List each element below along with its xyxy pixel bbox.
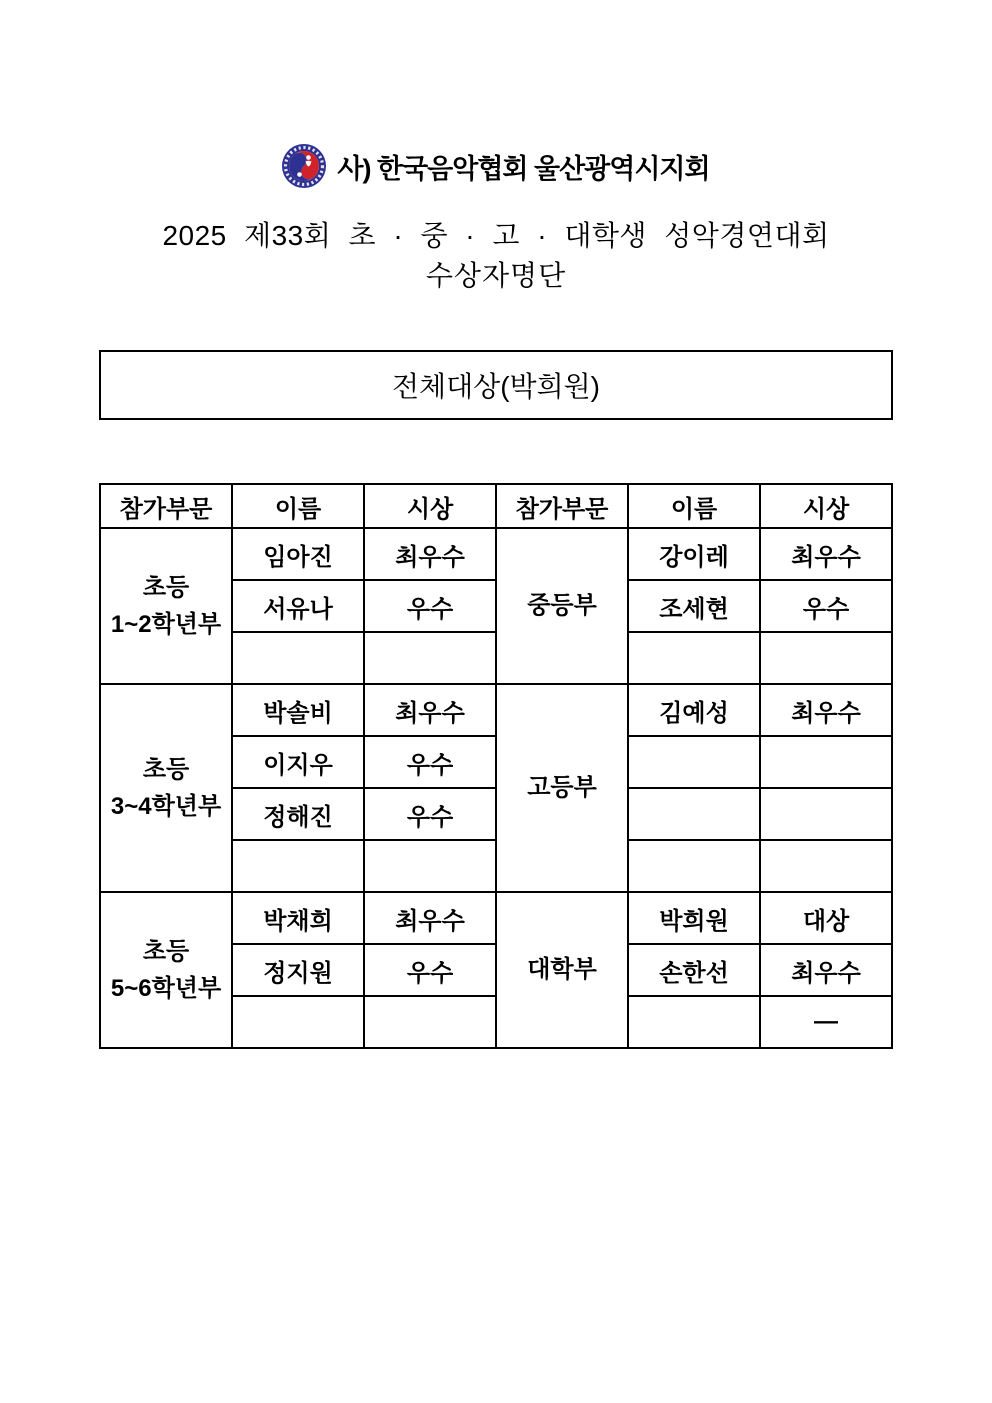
award-cell: 최우수 xyxy=(364,528,496,580)
award-cell: 우수 xyxy=(760,580,892,632)
category-line: 1~2학년부 xyxy=(110,611,222,638)
award-cell: 우수 xyxy=(364,944,496,996)
winners-table-header xyxy=(100,484,892,528)
award-cell: 최우수 xyxy=(760,528,892,580)
name-cell xyxy=(628,788,760,840)
award-cell xyxy=(760,788,892,840)
award-cell: 최우수 xyxy=(364,892,496,944)
award-cell: 우수 xyxy=(364,580,496,632)
col-header-award-right: 시상 xyxy=(760,484,892,528)
org-name: 사) 한국음악협회 울산광역시지회 xyxy=(337,153,710,184)
name-cell: 김예성 xyxy=(628,684,760,736)
name-cell: 임아진 xyxy=(232,528,364,580)
category-cell-high-school xyxy=(496,684,628,892)
category-cell-elem-1-2 xyxy=(100,528,232,684)
col-header-name-left: 이름 xyxy=(232,484,364,528)
award-cell xyxy=(364,996,496,1048)
col-header-category-right: 참가부문 xyxy=(496,484,628,528)
name-cell: 박채희 xyxy=(232,892,364,944)
competition-title: 2025 제33회 초 · 중 · 고 · 대학생 성악경연대회 xyxy=(162,220,830,251)
name-cell xyxy=(628,840,760,892)
table-row xyxy=(100,528,892,580)
org-header xyxy=(0,144,992,188)
category-line: 초등 xyxy=(142,937,190,965)
award-cell xyxy=(364,840,496,892)
name-cell: 강이레 xyxy=(628,528,760,580)
name-cell xyxy=(232,996,364,1048)
category-line: 3~4학년부 xyxy=(110,793,222,820)
name-cell xyxy=(628,996,760,1048)
category-cell-middle-school xyxy=(496,528,628,684)
category-line: 초등 xyxy=(142,573,190,601)
name-cell: 조세현 xyxy=(628,580,760,632)
category-line: 고등부 xyxy=(527,774,597,802)
name-cell: 서유나 xyxy=(232,580,364,632)
category-line: 5~6학년부 xyxy=(110,975,222,1002)
award-cell: 최우수 xyxy=(364,684,496,736)
winners-table xyxy=(99,483,893,1049)
award-cell: 최우수 xyxy=(760,684,892,736)
table-row xyxy=(100,892,892,944)
col-header-name-right: 이름 xyxy=(628,484,760,528)
name-cell xyxy=(232,632,364,684)
name-cell: 정지원 xyxy=(232,944,364,996)
award-cell xyxy=(760,840,892,892)
name-cell xyxy=(628,632,760,684)
award-cell: — xyxy=(760,996,892,1048)
table-row xyxy=(100,684,892,736)
name-cell: 박솔비 xyxy=(232,684,364,736)
award-cell xyxy=(364,632,496,684)
category-line: 대학부 xyxy=(527,956,597,984)
name-cell: 정해진 xyxy=(232,788,364,840)
name-cell xyxy=(628,736,760,788)
category-cell-elem-3-4 xyxy=(100,684,232,892)
award-cell: 우수 xyxy=(364,736,496,788)
header-row xyxy=(100,484,892,528)
winners-list-subtitle: 수상자명단 xyxy=(425,260,567,291)
col-header-award-left: 시상 xyxy=(364,484,496,528)
grand-award-box xyxy=(99,350,893,420)
name-cell: 손한선 xyxy=(628,944,760,996)
award-cell xyxy=(760,736,892,788)
category-cell-elem-5-6 xyxy=(100,892,232,1048)
name-cell: 이지우 xyxy=(232,736,364,788)
category-line: 초등 xyxy=(142,755,190,783)
award-cell: 대상 xyxy=(760,892,892,944)
category-line: 중등부 xyxy=(527,592,597,620)
category-cell-university xyxy=(496,892,628,1048)
music-association-logo-icon xyxy=(282,144,326,188)
award-cell: 우수 xyxy=(364,788,496,840)
name-cell: 박희원 xyxy=(628,892,760,944)
award-cell xyxy=(760,632,892,684)
award-cell: 최우수 xyxy=(760,944,892,996)
col-header-category-left: 참가부문 xyxy=(100,484,232,528)
grand-award-text: 전체대상(박희원) xyxy=(392,371,600,402)
name-cell xyxy=(232,840,364,892)
